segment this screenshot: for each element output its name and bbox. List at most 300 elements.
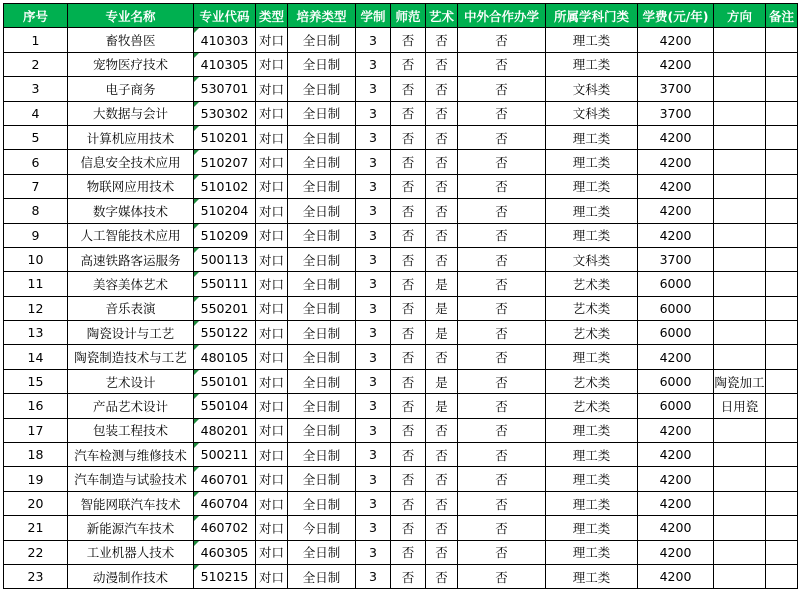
direction-cell: 陶瓷加工 [714,369,766,393]
row-number-cell: 11 [4,272,68,296]
table-row [4,540,798,564]
art-flag-cell: 是 [426,369,458,393]
direction-cell [714,345,766,369]
remarks-cell [766,369,798,393]
study-mode-cell: 全日制 [288,418,356,442]
major-code-cell: 460702 [194,516,256,540]
discipline-category-cell: 理工类 [546,28,638,52]
teacher-training-cell: 否 [391,394,426,418]
major-name-cell: 计算机应用技术 [68,125,194,149]
study-mode-cell: 全日制 [288,369,356,393]
teacher-training-cell: 否 [391,369,426,393]
direction-cell [714,247,766,271]
sino-foreign-cell: 否 [458,540,546,564]
sino-foreign-cell: 否 [458,467,546,491]
duration-cell: 3 [356,174,391,198]
teacher-training-cell: 否 [391,516,426,540]
tuition-cell: 6000 [638,321,714,345]
direction-cell [714,77,766,101]
row-number-cell: 20 [4,491,68,515]
study-mode-cell: 全日制 [288,223,356,247]
sino-foreign-cell: 否 [458,28,546,52]
study-mode-cell: 全日制 [288,467,356,491]
discipline-category-cell: 理工类 [546,174,638,198]
row-number-cell: 21 [4,516,68,540]
tuition-cell: 4200 [638,418,714,442]
direction-cell [714,150,766,174]
major-code-cell: 550122 [194,321,256,345]
row-number-cell: 8 [4,199,68,223]
art-flag-cell: 否 [426,52,458,76]
duration-cell: 3 [356,28,391,52]
art-flag-cell: 否 [426,77,458,101]
discipline-category-cell: 理工类 [546,345,638,369]
major-name-cell: 信息安全技术应用 [68,150,194,174]
direction-cell [714,174,766,198]
tuition-cell: 4200 [638,150,714,174]
sino-foreign-cell: 否 [458,101,546,125]
discipline-category-cell: 理工类 [546,125,638,149]
sino-foreign-cell: 否 [458,321,546,345]
sino-foreign-cell: 否 [458,77,546,101]
table-row [4,199,798,223]
discipline-category-cell: 理工类 [546,467,638,491]
major-name-cell: 汽车检测与维修技术 [68,443,194,467]
teacher-training-cell: 否 [391,223,426,247]
remarks-cell [766,296,798,320]
sino-foreign-cell: 否 [458,516,546,540]
duration-cell: 3 [356,321,391,345]
study-mode-cell: 全日制 [288,150,356,174]
admission-type-cell: 对口 [256,491,288,515]
study-mode-cell: 全日制 [288,199,356,223]
direction-cell [714,28,766,52]
admission-type-cell: 对口 [256,28,288,52]
table-row [4,223,798,247]
major-code-cell: 530302 [194,101,256,125]
sino-foreign-cell: 否 [458,491,546,515]
tuition-cell: 4200 [638,52,714,76]
remarks-cell [766,223,798,247]
tuition-cell: 6000 [638,394,714,418]
duration-cell: 3 [356,52,391,76]
direction-cell [714,418,766,442]
major-name-cell: 宠物医疗技术 [68,52,194,76]
study-mode-cell: 全日制 [288,28,356,52]
major-name-cell: 动漫制作技术 [68,564,194,588]
remarks-cell [766,150,798,174]
teacher-training-cell: 否 [391,52,426,76]
major-code-cell: 510201 [194,125,256,149]
row-number-cell: 10 [4,247,68,271]
major-name-cell: 工业机器人技术 [68,540,194,564]
table-row [4,101,798,125]
sino-foreign-cell: 否 [458,247,546,271]
direction-cell [714,321,766,345]
admission-type-cell: 对口 [256,321,288,345]
table-row [4,418,798,442]
table-body [4,28,798,589]
row-number-cell: 22 [4,540,68,564]
admission-type-cell: 对口 [256,540,288,564]
major-code-cell: 480201 [194,418,256,442]
duration-cell: 3 [356,394,391,418]
remarks-cell [766,540,798,564]
major-name-cell: 陶瓷设计与工艺 [68,321,194,345]
direction-cell [714,467,766,491]
duration-cell: 3 [356,296,391,320]
study-mode-cell: 全日制 [288,247,356,271]
teacher-training-cell: 否 [391,101,426,125]
row-number-cell: 15 [4,369,68,393]
duration-cell: 3 [356,564,391,588]
tuition-cell: 4200 [638,443,714,467]
major-code-cell: 550101 [194,369,256,393]
duration-cell: 3 [356,101,391,125]
table-row [4,150,798,174]
direction-cell [714,540,766,564]
study-mode-cell: 全日制 [288,296,356,320]
table-row [4,77,798,101]
remarks-cell [766,28,798,52]
teacher-training-cell: 否 [391,443,426,467]
row-number-cell: 7 [4,174,68,198]
discipline-category-cell: 艺术类 [546,272,638,296]
study-mode-cell: 全日制 [288,443,356,467]
direction-cell [714,223,766,247]
art-flag-cell: 否 [426,540,458,564]
row-number-cell: 5 [4,125,68,149]
study-mode-cell: 全日制 [288,564,356,588]
header-cell: 艺术 [426,4,458,28]
discipline-category-cell: 理工类 [546,491,638,515]
study-mode-cell: 全日制 [288,52,356,76]
major-code-cell: 480105 [194,345,256,369]
art-flag-cell: 否 [426,28,458,52]
remarks-cell [766,564,798,588]
sino-foreign-cell: 否 [458,52,546,76]
table-row [4,296,798,320]
teacher-training-cell: 否 [391,125,426,149]
sino-foreign-cell: 否 [458,199,546,223]
study-mode-cell: 全日制 [288,345,356,369]
duration-cell: 3 [356,272,391,296]
sino-foreign-cell: 否 [458,296,546,320]
table-row [4,564,798,588]
admission-type-cell: 对口 [256,125,288,149]
row-number-cell: 19 [4,467,68,491]
sino-foreign-cell: 否 [458,174,546,198]
table-row [4,52,798,76]
duration-cell: 3 [356,223,391,247]
discipline-category-cell: 艺术类 [546,321,638,345]
teacher-training-cell: 否 [391,272,426,296]
art-flag-cell: 否 [426,467,458,491]
header-cell: 专业代码 [194,4,256,28]
admission-type-cell: 对口 [256,296,288,320]
major-code-cell: 510209 [194,223,256,247]
study-mode-cell: 全日制 [288,540,356,564]
row-number-cell: 14 [4,345,68,369]
remarks-cell [766,516,798,540]
discipline-category-cell: 文科类 [546,247,638,271]
admission-type-cell: 对口 [256,345,288,369]
tuition-cell: 4200 [638,174,714,198]
duration-cell: 3 [356,443,391,467]
major-code-cell: 460704 [194,491,256,515]
direction-cell [714,296,766,320]
row-number-cell: 6 [4,150,68,174]
direction-cell [714,101,766,125]
remarks-cell [766,418,798,442]
major-name-cell: 包装工程技术 [68,418,194,442]
art-flag-cell: 否 [426,516,458,540]
major-code-cell: 500211 [194,443,256,467]
duration-cell: 3 [356,199,391,223]
row-number-cell: 13 [4,321,68,345]
duration-cell: 3 [356,345,391,369]
direction-cell: 日用瓷 [714,394,766,418]
duration-cell: 3 [356,467,391,491]
remarks-cell [766,443,798,467]
major-code-cell: 510102 [194,174,256,198]
teacher-training-cell: 否 [391,77,426,101]
admission-type-cell: 对口 [256,443,288,467]
discipline-category-cell: 文科类 [546,101,638,125]
discipline-category-cell: 理工类 [546,199,638,223]
art-flag-cell: 是 [426,296,458,320]
direction-cell [714,199,766,223]
art-flag-cell: 否 [426,418,458,442]
admission-type-cell: 对口 [256,52,288,76]
header-cell: 专业名称 [68,4,194,28]
admission-type-cell: 对口 [256,516,288,540]
discipline-category-cell: 理工类 [546,223,638,247]
tuition-cell: 6000 [638,296,714,320]
duration-cell: 3 [356,247,391,271]
major-name-cell: 新能源汽车技术 [68,516,194,540]
tuition-cell: 4200 [638,540,714,564]
admission-type-cell: 对口 [256,199,288,223]
header-cell: 中外合作办学 [458,4,546,28]
study-mode-cell: 全日制 [288,272,356,296]
table-row [4,516,798,540]
row-number-cell: 18 [4,443,68,467]
major-name-cell: 畜牧兽医 [68,28,194,52]
table-row [4,321,798,345]
major-code-cell: 410303 [194,28,256,52]
tuition-cell: 4200 [638,28,714,52]
major-code-cell: 460701 [194,467,256,491]
admission-type-cell: 对口 [256,369,288,393]
duration-cell: 3 [356,418,391,442]
study-mode-cell: 全日制 [288,101,356,125]
discipline-category-cell: 文科类 [546,77,638,101]
discipline-category-cell: 理工类 [546,150,638,174]
study-mode-cell: 今日制 [288,516,356,540]
discipline-category-cell: 艺术类 [546,394,638,418]
teacher-training-cell: 否 [391,345,426,369]
header-cell: 学费(元/年) [638,4,714,28]
discipline-category-cell: 理工类 [546,443,638,467]
direction-cell [714,516,766,540]
major-name-cell: 高速铁路客运服务 [68,247,194,271]
sino-foreign-cell: 否 [458,345,546,369]
art-flag-cell: 是 [426,321,458,345]
teacher-training-cell: 否 [391,418,426,442]
art-flag-cell: 否 [426,443,458,467]
sino-foreign-cell: 否 [458,564,546,588]
remarks-cell [766,321,798,345]
tuition-cell: 3700 [638,101,714,125]
major-name-cell: 汽车制造与试验技术 [68,467,194,491]
header-cell: 备注 [766,4,798,28]
header-cell: 学制 [356,4,391,28]
table-row [4,247,798,271]
discipline-category-cell: 艺术类 [546,369,638,393]
teacher-training-cell: 否 [391,247,426,271]
sino-foreign-cell: 否 [458,394,546,418]
major-name-cell: 产品艺术设计 [68,394,194,418]
admission-type-cell: 对口 [256,174,288,198]
study-mode-cell: 全日制 [288,321,356,345]
remarks-cell [766,199,798,223]
row-number-cell: 17 [4,418,68,442]
discipline-category-cell: 理工类 [546,564,638,588]
major-name-cell: 美容美体艺术 [68,272,194,296]
study-mode-cell: 全日制 [288,394,356,418]
major-code-cell: 550111 [194,272,256,296]
sino-foreign-cell: 否 [458,223,546,247]
tuition-cell: 4200 [638,345,714,369]
discipline-category-cell: 理工类 [546,418,638,442]
header-cell: 类型 [256,4,288,28]
row-number-cell: 2 [4,52,68,76]
row-number-cell: 23 [4,564,68,588]
major-name-cell: 物联网应用技术 [68,174,194,198]
table-row [4,369,798,393]
direction-cell [714,272,766,296]
major-code-cell: 530701 [194,77,256,101]
row-number-cell: 9 [4,223,68,247]
remarks-cell [766,491,798,515]
art-flag-cell: 否 [426,101,458,125]
major-name-cell: 艺术设计 [68,369,194,393]
major-name-cell: 音乐表演 [68,296,194,320]
tuition-cell: 3700 [638,77,714,101]
direction-cell [714,443,766,467]
admission-type-cell: 对口 [256,223,288,247]
admission-type-cell: 对口 [256,564,288,588]
teacher-training-cell: 否 [391,564,426,588]
header-cell: 所属学科门类 [546,4,638,28]
major-name-cell: 人工智能技术应用 [68,223,194,247]
table-row [4,125,798,149]
header-cell: 培养类型 [288,4,356,28]
majors-table [3,3,798,589]
table-row [4,443,798,467]
admission-type-cell: 对口 [256,150,288,174]
major-code-cell: 500113 [194,247,256,271]
study-mode-cell: 全日制 [288,491,356,515]
study-mode-cell: 全日制 [288,77,356,101]
row-number-cell: 16 [4,394,68,418]
remarks-cell [766,52,798,76]
discipline-category-cell: 理工类 [546,516,638,540]
remarks-cell [766,174,798,198]
teacher-training-cell: 否 [391,199,426,223]
header-row [4,4,798,28]
table-row [4,491,798,515]
duration-cell: 3 [356,150,391,174]
duration-cell: 3 [356,125,391,149]
major-code-cell: 460305 [194,540,256,564]
remarks-cell [766,101,798,125]
table-row [4,272,798,296]
major-code-cell: 550104 [194,394,256,418]
study-mode-cell: 全日制 [288,125,356,149]
major-code-cell: 550201 [194,296,256,320]
teacher-training-cell: 否 [391,296,426,320]
art-flag-cell: 是 [426,272,458,296]
admission-type-cell: 对口 [256,272,288,296]
teacher-training-cell: 否 [391,150,426,174]
teacher-training-cell: 否 [391,491,426,515]
table-row [4,394,798,418]
remarks-cell [766,125,798,149]
art-flag-cell: 否 [426,125,458,149]
table-row [4,345,798,369]
major-code-cell: 410305 [194,52,256,76]
tuition-cell: 4200 [638,467,714,491]
duration-cell: 3 [356,369,391,393]
tuition-cell: 4200 [638,125,714,149]
major-name-cell: 智能网联汽车技术 [68,491,194,515]
major-code-cell: 510215 [194,564,256,588]
remarks-cell [766,345,798,369]
row-number-cell: 4 [4,101,68,125]
direction-cell [714,491,766,515]
sino-foreign-cell: 否 [458,272,546,296]
admission-type-cell: 对口 [256,247,288,271]
major-name-cell: 电子商务 [68,77,194,101]
tuition-cell: 4200 [638,564,714,588]
discipline-category-cell: 理工类 [546,540,638,564]
major-code-cell: 510207 [194,150,256,174]
direction-cell [714,125,766,149]
art-flag-cell: 否 [426,345,458,369]
teacher-training-cell: 否 [391,28,426,52]
tuition-cell: 4200 [638,223,714,247]
discipline-category-cell: 理工类 [546,52,638,76]
art-flag-cell: 否 [426,247,458,271]
admission-type-cell: 对口 [256,394,288,418]
remarks-cell [766,247,798,271]
admission-type-cell: 对口 [256,77,288,101]
tuition-cell: 6000 [638,369,714,393]
duration-cell: 3 [356,540,391,564]
tuition-cell: 4200 [638,199,714,223]
art-flag-cell: 否 [426,223,458,247]
tuition-cell: 4200 [638,516,714,540]
teacher-training-cell: 否 [391,467,426,491]
duration-cell: 3 [356,491,391,515]
row-number-cell: 1 [4,28,68,52]
table-row [4,28,798,52]
art-flag-cell: 否 [426,199,458,223]
art-flag-cell: 否 [426,564,458,588]
tuition-cell: 3700 [638,247,714,271]
